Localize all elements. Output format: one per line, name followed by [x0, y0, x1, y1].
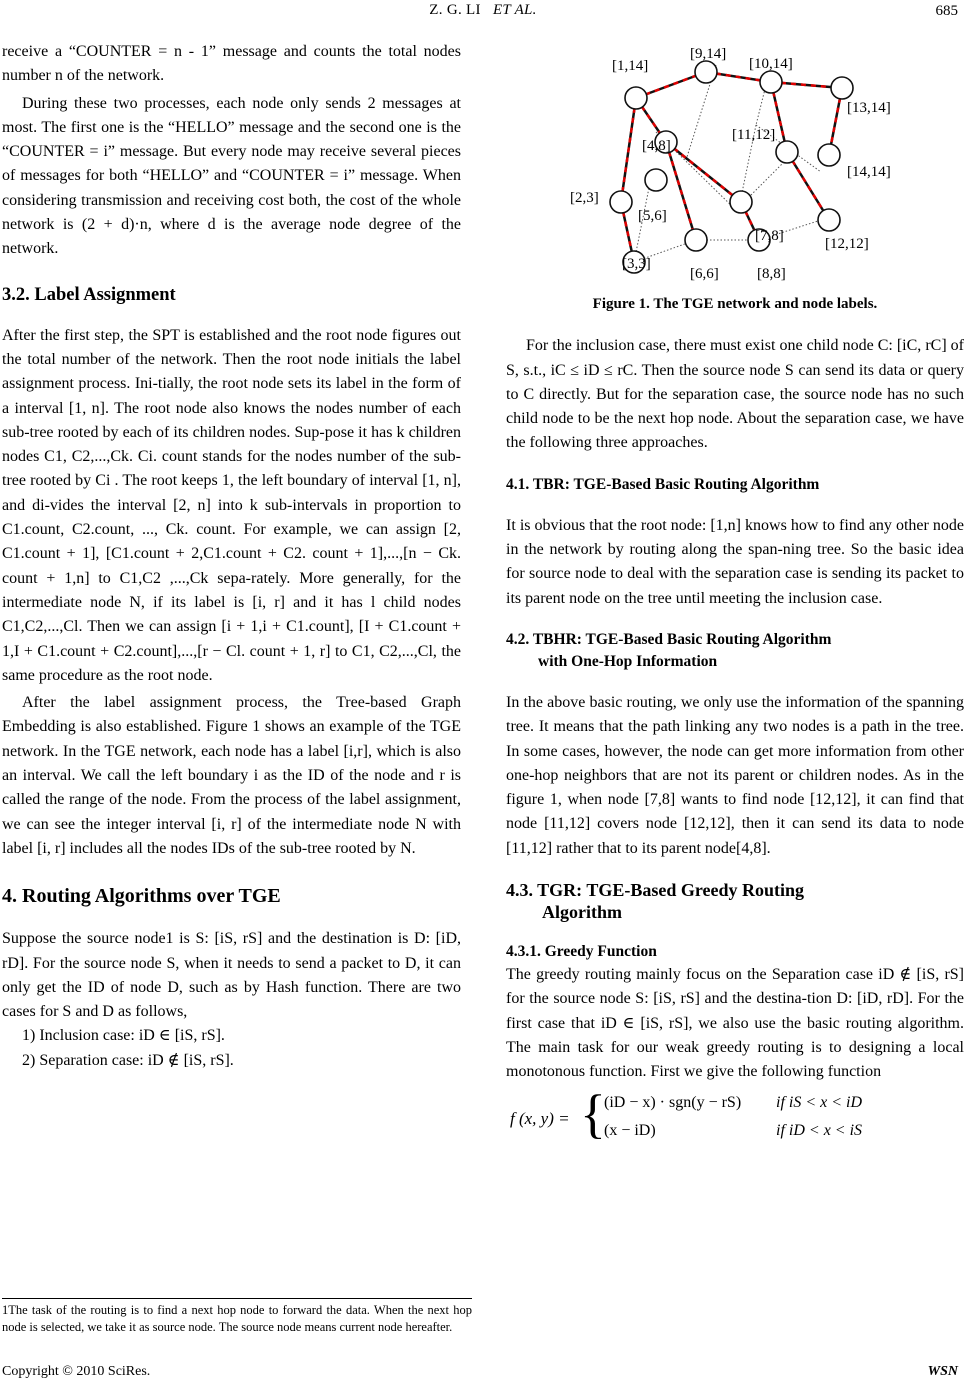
node-label: [14,14]: [847, 164, 891, 180]
network-node: [818, 209, 840, 231]
tree-edges: [621, 72, 842, 262]
section-heading-label-assignment: 3.2. Label Assignment: [2, 284, 176, 305]
copyright-notice: Copyright © 2010 SciRes.: [2, 1364, 151, 1379]
formula-brace: {: [580, 1083, 606, 1144]
subsection-heading-4-2: 4.2. TBHR: TGE-Based Basic Routing Algorithm with One-Hop Information: [506, 630, 832, 670]
formula-lhs: f (x, y) =: [510, 1108, 570, 1128]
right-column: [506, 40, 964, 1157]
journal-abbrev: WSN: [927, 1364, 958, 1379]
case-separation: 2) Separation case: iD ∉ [iS, rS].: [22, 1051, 234, 1069]
formula-row1-cond: if iS < x < iD: [776, 1093, 863, 1111]
network-node: [695, 61, 717, 83]
paragraph-counter: receive a “COUNTER = n - 1” message and counts the total nodes number n of the network.: [2, 43, 461, 85]
network-node: [760, 71, 782, 93]
node-label: [11,12]: [732, 127, 776, 143]
subsubsection-heading-4-3-1: 4.3.1. Greedy Function: [506, 943, 657, 961]
subsection-heading-4-1: 4.1. TBR: TGE-Based Basic Routing Algorithm: [506, 475, 820, 493]
paragraph-4-2: In the above basic routing, we only use the information of the spanning tree. It means that the path linking any two nodes is a path in the tree. In some cases, however, the node can get more information from other one-hop neighbors that are not its parent or children nodes. As in the figure 1, when node [7,8] wants to find node [12,12], it can find that node [11,12] covers node [12,12], then it can send its data to node [11,12] rather that to its parent node[4,8].: [506, 693, 964, 857]
paragraph-4-1: It is obvious that the root node: [1,n] knows how to find any other node in the network by routing along the span-ning tree. So the basic idea for source node to deal with the separation case is sending its packet to its parent node on the tree until meeting the inclusion case.: [506, 516, 964, 607]
node-label: [1,14]: [612, 58, 649, 74]
running-header: [0, 0, 966, 30]
node-label: [13,14]: [847, 100, 891, 116]
figure-1: [506, 40, 964, 292]
node-label: [7,8]: [755, 228, 784, 244]
node-label: [12,12]: [825, 236, 869, 252]
page-footer: [0, 1364, 966, 1384]
page-number: 685: [935, 3, 958, 19]
network-node: [625, 87, 647, 109]
network-node: [831, 77, 853, 99]
network-node: [610, 191, 632, 213]
node-label: [3,3]: [622, 256, 651, 272]
paragraph-suppose: Suppose the source node1 is S: [iS, rS] and the destination is D: [iD, rD]. For the source node S, when it needs to send a packet to D, it can only get the ID of node D, such as by Hash function. There are two cases for S and D as follows,: [2, 930, 461, 1021]
paragraph-two-processes: During these two processes, each node only sends 2 messages at most. The first one is the “HELLO” message and the second one is the “COUNTER = i” message. But every node may receive several pieces of messages for both “HELLO” and “COUNTER = i” message. When considering transmission and receiving cost both, the cost of the whole network is (2 + d)·n, where d is the average node degree of the network.: [2, 94, 461, 258]
node-label: [10,14]: [749, 56, 793, 72]
formula-row2-cond: if iD < x < iS: [776, 1121, 863, 1139]
node-label: [8,8]: [757, 266, 786, 282]
formula-row2-expr: (x − iD): [604, 1121, 656, 1139]
formula-row1-expr: (iD − x) · sgn(y − rS): [604, 1093, 742, 1111]
left-column: [2, 40, 461, 1073]
network-node: [730, 191, 752, 213]
node-label: [4,8]: [642, 138, 671, 154]
network-node: [818, 144, 840, 166]
paragraph-inclusion-case: For the inclusion case, there must exist one child node C: [iC, rC] of S, s.t., iC ≤ iD ≤ rC. Then the source node S can send its data or query to C directly. But for the separation case, the source node has no such child node to be the next hop node. About the separation case, we have the following three approaches.: [506, 337, 964, 452]
node-label: [5,6]: [638, 208, 667, 224]
paragraph-after-label: After the label assignment process, the Tree-based Graph Embedding is also established. Figure 1 shows an example of the TGE network. In the TGE network, each node has a label [i,r], which is also an interval. We call the left boundary i as the ID of the node and r is called the range of the node. From the process of the label assignment, we can see the integer interval [i, r] of the intermediate node N with label [i, r] includes all the nodes IDs of the sub-tree rooted by N.: [2, 694, 461, 857]
paragraph-4-3-1: The greedy routing mainly focus on the Separation case iD ∉ [iS, rS] for the source node S: [iS, rS] and the destina-tion D: [iD, rD]. For the first case that iD ∈ [iS, rS], we also use the basic routing algorithm. The main task for our weak greedy routing is to designing a local monotonous function. First we give the following function: [506, 966, 964, 1081]
node-label: [9,14]: [690, 46, 727, 62]
network-node: [776, 141, 798, 163]
tge-network-diagram: [506, 40, 964, 292]
node-label: [2,3]: [570, 190, 599, 206]
network-node: [685, 229, 707, 251]
tree-edges-highlight: [621, 72, 842, 262]
node-label: [6,6]: [690, 266, 719, 282]
paragraph-after-first-step: After the first step, the SPT is established and the root node figures out the total number of the network. Then the root node initials the label assignment process. Ini-tially, the root node sets its label in the form of a interval [1, n]. The root node also knows the nodes number of each sub-tree rooted by each of its children nodes. Sup-pose it has k children nodes C1, C2,...,Ck. Ci. count stands for the nodes number of the sub-tree rooted by Ci . The root keeps 1, the left boundary of interval [1, n], and di-vides the interval [2, n] into k sub-intervals in proportion to C1.count, C2.count, ..., Ck. count. For example, we can assign [2, C1.count + 1], [C1.count + 2,C1.count + C2. count + 1],...,[n − Ck. count + 1,n] to C1,C2 ,...,Ck sepa-rately. More generally, for the intermediate node N, if its label is [i, r] and it has l child nodes C1,C2,...,Cl. Then we can assign [i + 1,i + C1.count], [I + C1.count + 1,I + C1.count + C2.count],...,[r − Cl. count + 1, r] to C1, C2,...,Cl, the same procedure as the root node.: [2, 326, 461, 684]
network-node: [645, 169, 667, 191]
section-heading-routing: 4. Routing Algorithms over TGE: [2, 885, 281, 908]
case-inclusion: 1) Inclusion case: iD ∈ [iS, rS].: [22, 1027, 225, 1045]
subsection-heading-4-3: 4.3. TGR: TGE-Based Greedy Routing Algorithm: [506, 880, 805, 923]
footnote: 1The task of the routing is to find a next hop node to forward the data. When the next hop node is selected, we take it as source node. The source node means current node hereafter.: [2, 1298, 472, 1336]
figure-caption: Figure 1. The TGE network and node labels.: [592, 296, 878, 312]
greedy-function-formula: [506, 1085, 964, 1157]
running-title: Z. G. LI ET AL.: [429, 2, 537, 18]
